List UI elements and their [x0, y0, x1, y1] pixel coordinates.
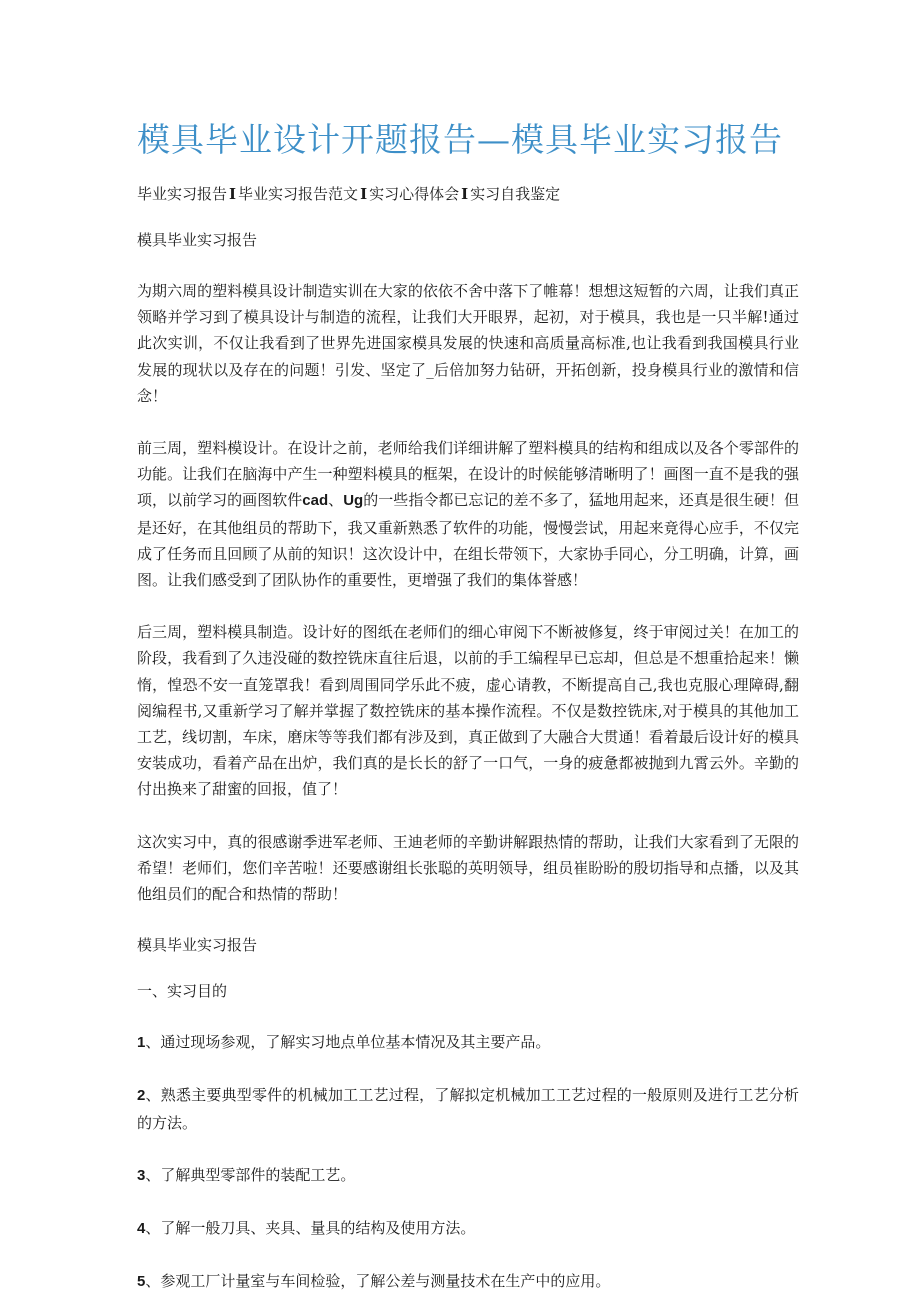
paragraph-manufacturing: 后三周，塑料模具制造。设计好的图纸在老师们的细心审阅下不断被修复，终于审阅过关！在加工的阶段，我看到了久违没碰的数控铣床直往后退，以前的手工编程早已忘却，但总是不想重拾起来！懒惰，惶恐不安一直笼罩我！看到周围同学乐此不疲，虚心请教，不断提高自己,我也克服心理障碍,翻阅编程书,又重新学习了解并掌握了数控铣床的基本操作流程。不仅是数控铣床,对于模具的其他加工工艺，线切割，车床，磨床等等我们都有涉及到，真正做到了大融合大贯通！看着最后设计好的模具安装成功，看着产品在出炉，我们真的是长长的舒了一口气，一身的疲惫都被抛到九霄云外。辛勤的付出换来了甜蜜的回报，值了！ [137, 623, 799, 799]
list-item-number: 3 [137, 1166, 146, 1184]
list-item-number: 2 [137, 1087, 146, 1105]
list-item-text: 、了解典型零部件的装配工艺。 [145, 1165, 356, 1184]
paragraph-text: 的一些指令都已忘记的差不多了，猛地用起来，还真是很生硬！但是还好，在其他组员的帮助下，我又重新熟悉了软件的功能，慢慢尝试，用起来竟得心应手，不仅完成了任务而且回顾了从前的知识！这次设计中，在组长带领下，大家协手同心，分工明确，计算，画图。让我们感受到了团队协作的重要性，更增强了我们的集体誉感！ [137, 491, 799, 590]
list-item-text: 、参观工厂计量室与车间检验，了解公差与测量技术在生产中的应用。 [145, 1272, 611, 1291]
list-item-text: 、通过现场参观，了解实习地点单位基本情况及其主要产品。 [145, 1033, 551, 1052]
tag-link[interactable]: 实习自我鉴定 [470, 185, 561, 203]
software-name: Ug [343, 492, 364, 510]
list-item-number: 5 [137, 1273, 146, 1291]
paragraph-text: 、 [328, 491, 344, 510]
tag-link[interactable]: 毕业实习报告 [137, 185, 228, 203]
list-item [137, 1268, 799, 1295]
tag-separator: I [229, 185, 237, 203]
list-item [137, 1082, 799, 1135]
paragraph-text: 前三周，塑料模设计。在设计之前，老师给我们详细讲解了塑料模具的结构和组成以及各个零部件的功能。让我们在脑海中产生一种塑料模具的框架，在设计的时候能够清晰明了！画图一直不是我的强项，以前学习的画图软件 [137, 439, 799, 510]
list-item [137, 1215, 799, 1242]
tag-line [137, 178, 799, 210]
list-item-number: 1 [137, 1034, 146, 1052]
tag-separator: I [360, 185, 368, 203]
list-item [137, 1029, 799, 1056]
list-item-text: 、熟悉主要典型零件的机械加工工艺过程，了解拟定机械加工工艺过程的一般原则及进行工艺分析的方法。 [137, 1086, 799, 1132]
section-heading: 模具毕业实习报告 [137, 231, 258, 249]
tag-separator: I [461, 185, 469, 203]
list-item [137, 1162, 799, 1189]
document-body [137, 178, 799, 1295]
list-item-text: 、了解一般刀具、夹具、量具的结构及使用方法。 [145, 1219, 476, 1238]
paragraph-thanks: 这次实习中，真的很感谢季进军老师、王迪老师的辛勤讲解跟热情的帮助，让我们大家看到了无限的希望！老师们，您们辛苦啦！还要感谢组长张聪的英明领导，组员崔盼盼的殷切指导和点播，以及其他组员们的配合和热情的帮助！ [137, 832, 799, 904]
tag-link[interactable]: 毕业实习报告范文 [238, 185, 359, 203]
page-title: 模具毕业设计开题报告—模具毕业实习报告 [137, 120, 783, 159]
list-item-number: 4 [137, 1220, 146, 1238]
software-name: cad [302, 492, 329, 510]
section-heading: 模具毕业实习报告 [137, 936, 258, 955]
paragraph-design [137, 435, 799, 593]
tag-link[interactable]: 实习心得体会 [369, 185, 460, 203]
purpose-heading: 一、实习目的 [137, 982, 228, 1001]
paragraph-intro: 为期六周的塑料模具设计制造实训在大家的依依不舍中落下了帷幕！想想这短暂的六周，让我们真正领略并学习到了模具设计与制造的流程，让我们大开眼界，起初，对于模具，我也是一只半解!通过此次实训，不仅让我看到了世界先进国家模具发展的快速和高质量高标准,也让我看到我国模具行业发展的现状以及存在的问题！引发、坚定了_后倍加努力钻研，开拓创新，投身模具行业的激情和信念！ [137, 282, 799, 405]
